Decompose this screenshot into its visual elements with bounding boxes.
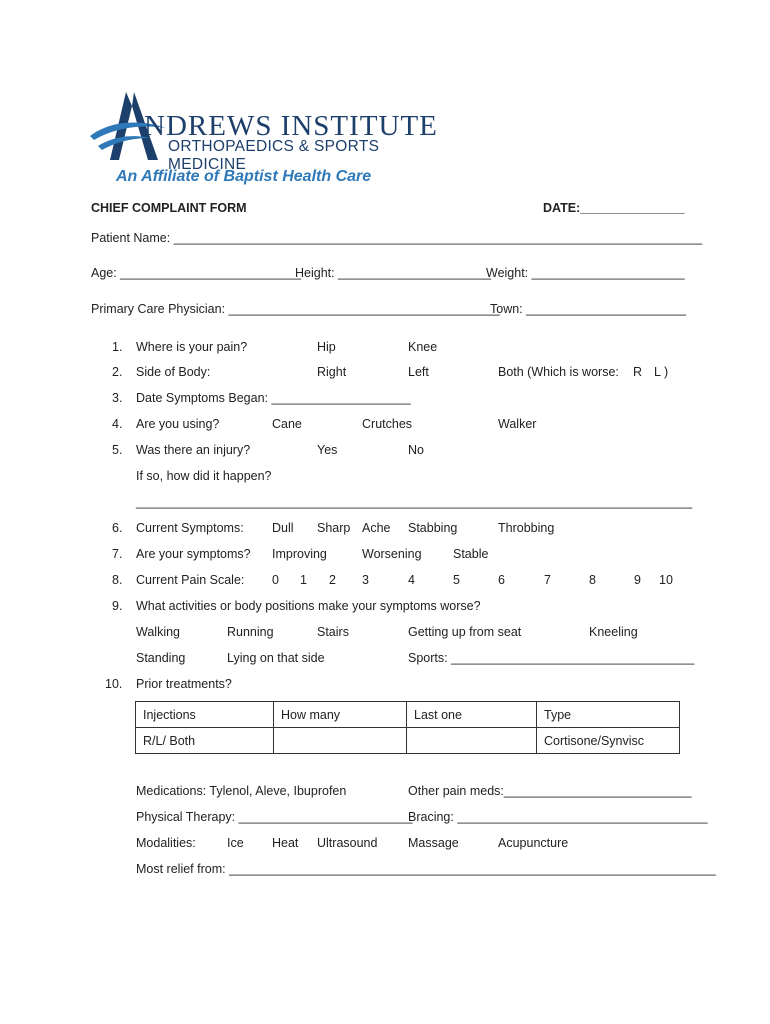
q5-option-no[interactable]: No xyxy=(408,443,424,457)
q5-number: 5. xyxy=(112,443,123,457)
other-meds-field[interactable]: Other pain meds:___________________________ xyxy=(408,784,692,798)
pcp-field[interactable]: Primary Care Physician: _______________________________________ xyxy=(91,302,500,316)
modality-ice[interactable]: Ice xyxy=(227,836,244,850)
table-cell[interactable] xyxy=(274,728,407,754)
town-field[interactable]: Town: _______________________ xyxy=(490,302,687,316)
q6-option-ache[interactable]: Ache xyxy=(362,521,391,535)
q7-option-stable[interactable]: Stable xyxy=(453,547,489,561)
patient-name-field[interactable]: Patient Name: ____________________________________________________________________________ xyxy=(91,231,703,245)
modality-heat[interactable]: Heat xyxy=(272,836,299,850)
pain-scale-1[interactable]: 1 xyxy=(300,573,307,587)
table-header-cell: Last one xyxy=(407,702,537,728)
q4-number: 4. xyxy=(112,417,123,431)
q2-option-right[interactable]: Right xyxy=(317,365,347,379)
table-header-cell: Type xyxy=(537,702,680,728)
q9-option-walking[interactable]: Walking xyxy=(136,625,180,639)
q5-label: Was there an injury? xyxy=(136,443,251,457)
q9-sports-field[interactable]: Sports: ___________________________________ xyxy=(408,651,695,665)
age-field[interactable]: Age: __________________________ xyxy=(91,266,301,280)
q3-date-field[interactable]: Date Symptoms Began: ____________________ xyxy=(136,391,411,405)
modalities-label: Modalities: xyxy=(136,836,196,850)
q2-label: Side of Body: xyxy=(136,365,211,379)
q2-option-r[interactable]: R xyxy=(633,365,643,379)
pain-scale-3[interactable]: 3 xyxy=(362,573,369,587)
table-cell[interactable]: R/L/ Both xyxy=(136,728,274,754)
logo-name: NDREWS INSTITUTE xyxy=(144,110,438,142)
pain-scale-4[interactable]: 4 xyxy=(408,573,415,587)
q6-option-throbbing[interactable]: Throbbing xyxy=(498,521,555,535)
q7-option-improving[interactable]: Improving xyxy=(272,547,327,561)
q9-option-lying[interactable]: Lying on that side xyxy=(227,651,325,665)
q6-option-stabbing[interactable]: Stabbing xyxy=(408,521,458,535)
pain-scale-6[interactable]: 6 xyxy=(498,573,505,587)
q10-number: 10. xyxy=(105,677,123,691)
q1-number: 1. xyxy=(112,340,123,354)
q9-option-getting-up[interactable]: Getting up from seat xyxy=(408,625,522,639)
pain-scale-5[interactable]: 5 xyxy=(453,573,460,587)
pain-scale-10[interactable]: 10 xyxy=(659,573,673,587)
table-cell[interactable] xyxy=(407,728,537,754)
pain-scale-7[interactable]: 7 xyxy=(544,573,551,587)
logo-affiliate: An Affiliate of Baptist Health Care xyxy=(116,168,372,185)
table-cell[interactable]: Cortisone/Synvisc xyxy=(537,728,680,754)
q9-number: 9. xyxy=(112,599,123,613)
table-row xyxy=(136,702,680,728)
q1-label: Where is your pain? xyxy=(136,340,248,354)
q1-option-hip[interactable]: Hip xyxy=(317,340,336,354)
q4-label: Are you using? xyxy=(136,417,220,431)
q4-option-crutches[interactable]: Crutches xyxy=(362,417,413,431)
q2-number: 2. xyxy=(112,365,123,379)
form-title: CHIEF COMPLAINT FORM xyxy=(91,201,247,215)
q9-option-stairs[interactable]: Stairs xyxy=(317,625,349,639)
q6-label: Current Symptoms: xyxy=(136,521,244,535)
q2-option-l[interactable]: L ) xyxy=(654,365,669,379)
logo-subtitle: ORTHOPAEDICS & SPORTS MEDICINE xyxy=(168,138,380,173)
q8-number: 8. xyxy=(112,573,123,587)
pain-scale-9[interactable]: 9 xyxy=(634,573,641,587)
physical-therapy-field[interactable]: Physical Therapy: _________________________ xyxy=(136,810,413,824)
pain-scale-0[interactable]: 0 xyxy=(272,573,279,587)
pain-scale-8[interactable]: 8 xyxy=(589,573,596,587)
height-field[interactable]: Height: ______________________ xyxy=(295,266,492,280)
q9-option-running[interactable]: Running xyxy=(227,625,274,639)
table-header-cell: How many xyxy=(274,702,407,728)
q3-number: 3. xyxy=(112,391,123,405)
table-row xyxy=(136,728,680,754)
q9-option-kneeling[interactable]: Kneeling xyxy=(589,625,638,639)
q7-option-worsening[interactable]: Worsening xyxy=(362,547,422,561)
q5-option-yes[interactable]: Yes xyxy=(317,443,338,457)
modality-ultrasound[interactable]: Ultrasound xyxy=(317,836,378,850)
q5-answer-line[interactable]: ________________________________________________________________________________ xyxy=(136,495,693,509)
q7-label: Are your symptoms? xyxy=(136,547,251,561)
q9-option-standing[interactable]: Standing xyxy=(136,651,186,665)
q5-followup: If so, how did it happen? xyxy=(136,469,272,483)
q2-option-both[interactable]: Both (Which is worse: xyxy=(498,365,619,379)
pain-scale-2[interactable]: 2 xyxy=(329,573,336,587)
q6-number: 6. xyxy=(112,521,123,535)
q8-label: Current Pain Scale: xyxy=(136,573,245,587)
q1-option-knee[interactable]: Knee xyxy=(408,340,438,354)
q10-label: Prior treatments? xyxy=(136,677,232,691)
q9-label: What activities or body positions make your symptoms worse? xyxy=(136,599,481,613)
table-header-cell: Injections xyxy=(136,702,274,728)
q4-option-walker[interactable]: Walker xyxy=(498,417,537,431)
modality-acupuncture[interactable]: Acupuncture xyxy=(498,836,569,850)
q4-option-cane[interactable]: Cane xyxy=(272,417,302,431)
q2-option-left[interactable]: Left xyxy=(408,365,429,379)
bracing-field[interactable]: Bracing: ____________________________________ xyxy=(408,810,708,824)
medications-label: Medications: Tylenol, Aleve, Ibuprofen xyxy=(136,784,347,798)
most-relief-field[interactable]: Most relief from: ______________________________________________________________________ xyxy=(136,862,716,876)
andrews-institute-logo xyxy=(88,88,448,188)
prior-treatments-table xyxy=(135,701,680,754)
weight-field[interactable]: Weight: ______________________ xyxy=(486,266,685,280)
date-field[interactable]: DATE:_______________ xyxy=(543,201,685,215)
q7-number: 7. xyxy=(112,547,123,561)
q6-option-sharp[interactable]: Sharp xyxy=(317,521,351,535)
q6-option-dull[interactable]: Dull xyxy=(272,521,294,535)
modality-massage[interactable]: Massage xyxy=(408,836,459,850)
